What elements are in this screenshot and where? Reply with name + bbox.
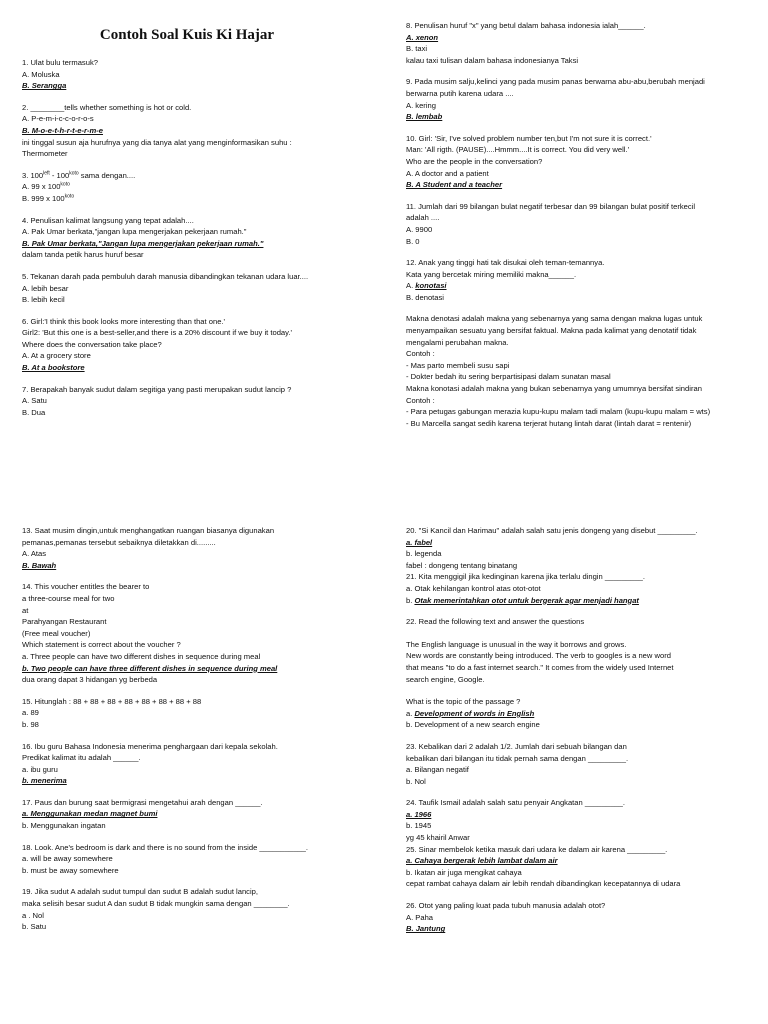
question-text: What is the topic of the passage ? <box>406 697 521 707</box>
question-21 <box>406 571 761 606</box>
option-a: a. ibu guru <box>22 764 58 774</box>
option-a: A. Paha <box>406 912 434 922</box>
option-a-answer: Development of words in English <box>414 708 535 718</box>
question-17 <box>22 797 377 832</box>
option-a: A. A doctor and a patient <box>406 168 489 178</box>
question-text: 21. Kita menggigil jika kedinginan karena jika terlalu dingin _________. <box>406 572 645 582</box>
question-18 <box>22 842 377 877</box>
option-b-answer: B. lembab <box>406 112 443 122</box>
option-b: b. 98 <box>22 719 39 729</box>
option-a-answer: a. fabel <box>406 537 433 547</box>
option-b-answer: B. Jantung <box>406 924 446 934</box>
option-b: B. 0 <box>406 236 420 246</box>
question-9 <box>406 76 761 122</box>
question-3 <box>22 170 377 205</box>
question-text: Who are the people in the conversation? <box>406 156 543 166</box>
question-text: 12. Anak yang tinggi hati tak disukai oleh teman-temannya. <box>406 258 605 268</box>
option-b: b. 1945 <box>406 821 432 831</box>
answer-note: dalam tanda petik harus huruf besar <box>22 250 144 260</box>
question-text: 14. This voucher entitles the bearer to <box>22 582 150 592</box>
answer-note: dua orang dapat 3 hidangan yg berbeda <box>22 675 158 685</box>
option-text: A. 99 x 100 <box>22 182 61 192</box>
option-a-answer: a. 1966 <box>406 809 432 819</box>
option-b-answer: b. menerima <box>22 776 67 786</box>
option-b: b. Menggunakan ingatan <box>22 821 106 831</box>
explanation-line: Makna konotasi adalah makna yang bukan sebenarnya yang umumnya bersifat sindiran <box>406 384 702 394</box>
question-19 <box>22 886 377 932</box>
column-top-left <box>22 20 377 428</box>
option-a: A. kering <box>406 100 436 110</box>
explanation-line: Makna denotasi adalah makna yang sebenarnya yang sama dengan makna lugas untuk <box>406 314 703 324</box>
option-b: b. Development of a new search engine <box>406 720 540 730</box>
option-a-answer: konotasi <box>415 281 447 291</box>
question-text <box>22 170 377 182</box>
question-text: (Free meal voucher) <box>22 628 91 638</box>
option-b-answer: B. M-o-e-t-h-r-t-e-r-m-e <box>22 125 103 135</box>
option-b <box>406 595 761 607</box>
explanation-line: - Para petugas gabungan merazia kupu-kupu malam tadi malam (kupu-kupu malam = wts) <box>406 407 711 417</box>
question-text: adalah .... <box>406 213 440 223</box>
question-8 <box>406 20 761 66</box>
question-15 <box>22 696 377 731</box>
option-a: a. 89 <box>22 708 39 718</box>
option-a: A. At a grocery store <box>22 351 91 361</box>
question-text: Parahyangan Restaurant <box>22 617 107 627</box>
question-text: Predikat kalimat itu adalah ______. <box>22 753 141 763</box>
passage-line: that means "to do a fast internet search." It comes from the widely used Internet <box>406 662 674 672</box>
option-letter: b. <box>406 595 415 605</box>
question-26 <box>406 900 761 935</box>
answer-note: ini tinggal susun aja hurufnya yang dia tanya alat yang menginformasikan suhu : <box>22 137 292 147</box>
passage-line: search engine, Google. <box>406 674 485 684</box>
option-text: B. 999 x 100 <box>22 193 65 203</box>
column-bottom-left <box>22 525 377 943</box>
option-a <box>22 181 377 193</box>
exponent: koto <box>64 193 75 200</box>
question-text: Girl2: 'But this one is a best-seller,and there is a 20% discount if we buy it today.' <box>22 328 292 338</box>
question-text: 15. Hitunglah : 88 + 88 + 88 + 88 + 88 + 88 + 88 + 88 <box>22 696 202 706</box>
option-b: b. Ikatan air juga mengikat cahaya <box>406 867 522 877</box>
option-a-answer: a. Menggunakan medan magnet bumi <box>22 809 158 819</box>
question-text: 7. Berapakah banyak sudut dalam segitiga yang pasti merupakan sudut lancip ? <box>22 384 292 394</box>
question-7 <box>22 384 377 419</box>
question-22 <box>406 616 761 731</box>
option-a: A. Atas <box>22 549 47 559</box>
page-title: Contoh Soal Kuis Ki Hajar <box>99 27 275 43</box>
exponent: koto <box>60 181 70 188</box>
answer-note: cepat rambat cahaya dalam air lebih rendah dibandingkan kecepatannya di udara <box>406 879 681 889</box>
question-25 <box>406 844 761 890</box>
option-a: A. Satu <box>22 396 47 406</box>
option-a: A. lebih besar <box>22 283 69 293</box>
option-b: b. Satu <box>22 922 47 932</box>
option-a: A. 9900 <box>406 224 433 234</box>
exponent: koto <box>69 170 79 177</box>
question-text: Which statement is correct about the voucher ? <box>22 640 181 650</box>
option-b: b. legenda <box>406 549 442 559</box>
question-text: 25. Sinar membelok ketika masuk dari udara ke dalam air karena _________. <box>406 844 668 854</box>
passage-line: The English language is unusual in the way it borrows and grows. <box>406 639 627 649</box>
question-text: 4. Penulisan kalimat langsung yang tepat adalah.... <box>22 215 194 225</box>
answer-note: yg 45 khairil Anwar <box>406 833 470 843</box>
option-a: a. Otak kehilangan kontrol atas otot-otot <box>406 583 541 593</box>
passage-line: New words are constantly being introduced. The verb to googles is a new word <box>406 651 671 661</box>
answer-note: kalau taxi tulisan dalam bahasa indonesianya Taksi <box>406 55 579 65</box>
option-a <box>406 280 761 292</box>
q-part: - 100 <box>49 170 70 180</box>
question-text: 23. Kebalikan dari 2 adalah 1/2. Jumlah dari sebuah bilangan dan <box>406 741 627 751</box>
question-text: 2. ________tells whether something is hot or cold. <box>22 102 192 112</box>
option-b-answer: B. Bawah <box>22 560 57 570</box>
option-letter: a. <box>406 708 415 718</box>
option-b: B. denotasi <box>406 292 444 302</box>
exponent: left <box>43 170 50 177</box>
option-a-answer: A. xenon <box>406 32 439 42</box>
question-text: 18. Look. Ane's bedroom is dark and there is no sound from the inside ___________. <box>22 842 308 852</box>
question-text: berwarna putih karena udara .... <box>406 88 514 98</box>
question-12 <box>406 257 761 303</box>
explanation-line: - Dokter bedah itu sering berpartisipasi dalam sunatan masal <box>406 372 611 382</box>
explanation-line: mengalami perubahan makna. <box>406 337 509 347</box>
option-a: A. Pak Umar berkata,"jangan lupa mengerjakan pekerjaan rumah." <box>22 227 247 237</box>
option-b <box>22 193 377 205</box>
question-16 <box>22 741 377 787</box>
option-a: a . Nol <box>22 910 44 920</box>
option-b-answer: B. At a bookstore <box>22 363 85 373</box>
question-text: Man: 'All rigth. (PAUSE)....Hmmm....It is correct. You did very well.' <box>406 145 630 155</box>
question-text: 22. Read the following text and answer the questions <box>406 617 585 627</box>
question-24 <box>406 797 761 843</box>
option-b: b. Nol <box>406 776 426 786</box>
question-1 <box>22 57 377 92</box>
explanation-line: - Mas parto membeli susu sapi <box>406 360 510 370</box>
option-letter: A. <box>406 281 416 291</box>
option-b-answer: B. A Student and a teacher <box>406 180 503 190</box>
explanation-line: menyampaikan sesuatu yang bersifat faktual. Makna pada kalimat yang denotatif tidak <box>406 326 697 336</box>
question-6 <box>22 316 377 374</box>
question-text: 9. Pada musim salju,kelinci yang pada musim panas berwarna abu-abu,berubah menjadi <box>406 77 705 87</box>
answer-note: fabel : dongeng tentang binatang <box>406 560 518 570</box>
question-text: Kata yang bercetak miring memiliki makna______. <box>406 269 577 279</box>
option-a: a. Bilangan negatif <box>406 765 469 775</box>
option-b: B. lebih kecil <box>22 295 65 305</box>
question-10 <box>406 133 761 191</box>
column-bottom-right <box>406 525 761 945</box>
option-b-answer: B. Pak Umar berkata,"Jangan lupa mengerjakan pekerjaan rumah." <box>22 238 264 248</box>
option-b: B. taxi <box>406 44 428 54</box>
question-text: 11. Jumlah dari 99 bilangan bulat negatif terbesar dan 99 bilangan bulat positif terkecil <box>406 201 696 211</box>
q-part: 3. 100 <box>22 170 44 180</box>
option-b: b. must be away somewhere <box>22 865 119 875</box>
question-text: 26. Otot yang paling kuat pada tubuh manusia adalah otot? <box>406 901 606 911</box>
explanation-line: - Bu Marcella sangat sedih karena terjerat hutang lintah darat (lintah darat = rentenir) <box>406 418 692 428</box>
question-text: 5. Tekanan darah pada pembuluh darah manusia dibandingkan tekanan udara luar.... <box>22 271 309 281</box>
question-text: 24. Taufik Ismail adalah salah satu penyair Angkatan _________. <box>406 798 625 808</box>
option-b-answer: b. Two people can have three different dishes in sequence during meal <box>22 663 278 673</box>
question-text: Where does the conversation take place? <box>22 339 162 349</box>
question-text: 19. Jika sudut A adalah sudut tumpul dan sudut B adalah sudut lancip, <box>22 887 258 897</box>
question-5 <box>22 271 377 306</box>
option-a <box>406 708 761 720</box>
option-a: A. Moluska <box>22 69 60 79</box>
question-11 <box>406 201 761 247</box>
question-text: pemanas,pemanas tersebut sebaiknya diletakkan di......... <box>22 537 216 547</box>
question-text: at <box>22 605 29 615</box>
explanation-line: Contoh : <box>406 349 435 359</box>
question-text: 16. Ibu guru Bahasa Indonesia menerima penghargaan dari kepala sekolah. <box>22 741 278 751</box>
question-text: kebalikan dari bilangan itu tidak pernah sama dengan _________. <box>406 753 629 763</box>
answer-note: Thermometer <box>22 149 68 159</box>
question-13 <box>22 525 377 571</box>
column-top-right <box>406 20 761 439</box>
option-b-answer: Otak memerintahkan otot untuk bergerak agar menjadi hangat <box>414 595 639 605</box>
question-20 <box>406 525 761 571</box>
question-4 <box>22 215 377 261</box>
question-text: 20. "Si Kancil dan Harimau" adalah salah satu jenis dongeng yang disebut _________. <box>406 526 698 535</box>
question-14 <box>22 581 377 685</box>
option-a: a. will be away somewhere <box>22 854 113 864</box>
question-text: maka selisih besar sudut A dan sudut B tidak mungkin sama dengan ________. <box>22 899 290 909</box>
question-text: 8. Penulisan huruf "x" yang betul dalam bahasa indonesia ialah______. <box>406 21 646 30</box>
question-2 <box>22 102 377 160</box>
question-text: 1. Ulat bulu termasuk? <box>22 58 98 67</box>
question-text: 6. Girl:'I think this book looks more interesting than that one.' <box>22 316 225 326</box>
question-text: 10. Girl: 'Sir, I've solved problem number ten,but I'm not sure it is correct.' <box>406 133 652 143</box>
option-b: B. Dua <box>22 407 46 417</box>
option-b-answer: B. Serangga <box>22 81 67 91</box>
option-a: a. Three people can have two different dishes in sequence during meal <box>22 651 261 661</box>
option-a-answer: a. Cahaya bergerak lebih lambat dalam air <box>406 856 558 866</box>
q-part: sama dengan.... <box>78 170 136 180</box>
makna-explanation <box>406 313 761 429</box>
question-text: a three-course meal for two <box>22 593 115 603</box>
question-text: 17. Paus dan burung saat bermigrasi mengetahui arah dengan ______. <box>22 797 263 807</box>
option-a: A. P-e-m-i-c-c-o-r-o-s <box>22 114 94 124</box>
question-text: 13. Saat musim dingin,untuk menghangatkan ruangan biasanya digunakan <box>22 526 275 535</box>
question-23 <box>406 741 761 787</box>
explanation-line: Contoh : <box>406 395 435 405</box>
